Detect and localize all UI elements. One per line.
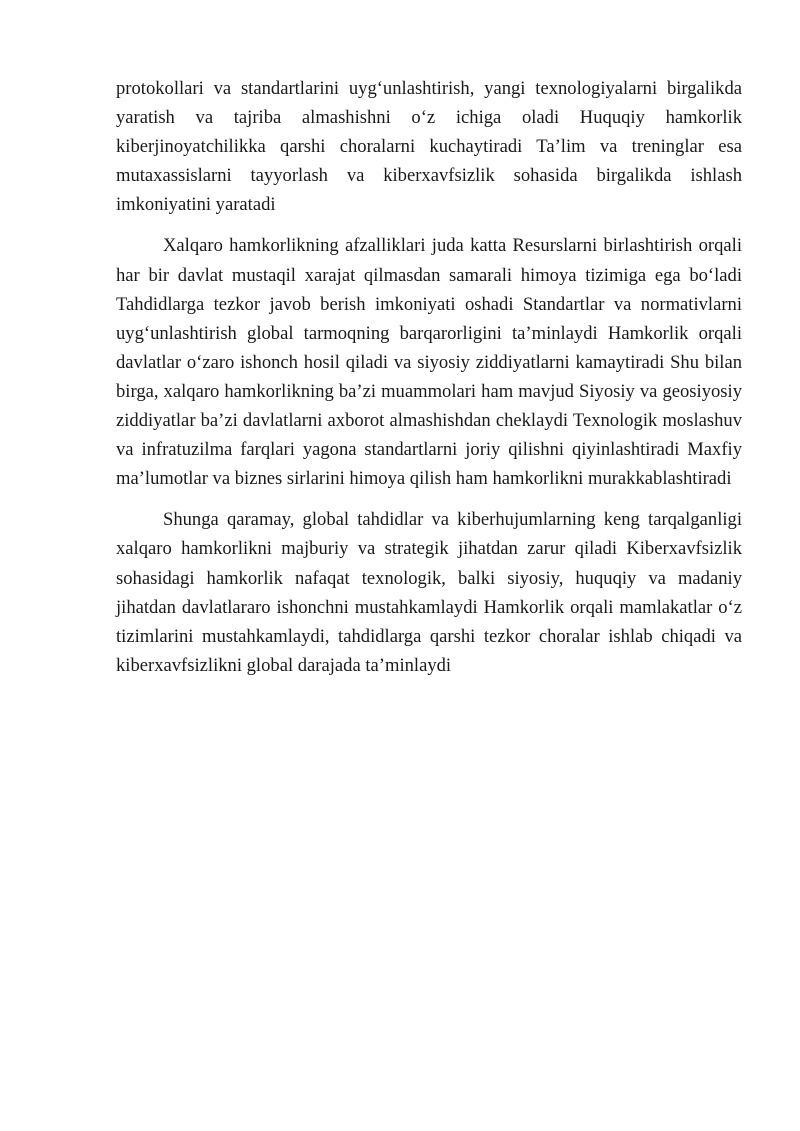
- paragraph-advantages: Xalqaro hamkorlikning afzalliklari juda katta Resurslarni birlashtirish orqali har bir davlat mustaqil xarajat qilmasdan samarali himoya tizimiga ega bo‘ladi Tahdidlarga tezkor javob berish imkoniyati oshadi Standartlar va normativlarni uyg‘unlashtirish global tarmoqning barqarorligini ta’minlaydi Hamkorlik orqali davlatlar o‘zaro ishonch hosil qiladi va siyosiy ziddiyatlarni kamaytiradi Shu bilan birga, xalqaro hamkorlikning ba’zi muammolari ham mavjud Siyosiy va geosiyosiy ziddiyatlar ba’zi davlatlarni axborot almashishdan cheklaydi Texnologik moslashuv va infratuzilma farqlari yagona standartlarni joriy qilishni qiyinlashtiradi Maxfiy ma’lumotlar va biznes sirlarini himoya qilish ham hamkorlikni murakkablashtiradi: [116, 235, 742, 490]
- paragraph-continuation: protokollari va standartlarini uyg‘unlashtirish, yangi texnologiyalarni birgalikda yaratish va tajriba almashishni o‘z ichiga oladi Huquqiy hamkorlik kiberjinoyatchilikka qarshi choralarni kuchaytiradi Ta’lim va treninglar esa mutaxassislarni tayyorlash va kiberxavfsizlik sohasida birgalikda ishlash imkoniyatini yaratadi: [116, 78, 742, 216]
- paragraph-conclusion: Shunga qaramay, global tahdidlar va kiberhujumlarning keng tarqalganligi xalqaro hamkorlikni majburiy va strategik jihatdan zarur qiladi Kiberxavfsizlik sohasidagi hamkorlik nafaqat texnologik, balki siyosiy, huquqiy va madaniy jihatdan davlatlararo ishonchni mustahkamlaydi Hamkorlik orqali mamlakatlar o‘z tizimlarini mustahkamlaydi, tahdidlarga qarshi tezkor choralar ishlab chiqadi va kiberxavfsizlikni global darajada ta’minlaydi: [116, 509, 742, 676]
- document-page: [116, 74, 742, 692]
